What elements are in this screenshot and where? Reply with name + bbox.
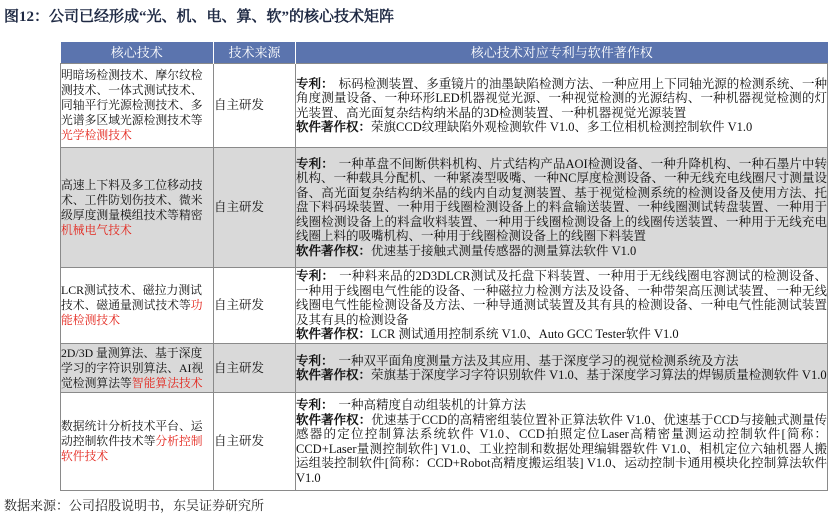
patent-list: 标码检测装置、多重镜片的油墨缺陷检测方法、一种应用上下同轴光源的检测系统、一种角度测量设备、一种环形LED机器视觉光源、一种视觉检测的光源结构、一种机器视觉检测的灯光装置、高光面复杂结构纳米晶的3D检测装置、一种机器视觉光源装置 [296,76,827,120]
core-tech-cell [61,148,214,268]
software-line [296,413,827,486]
tech-source-cell [214,268,296,344]
tech-source-cell [214,64,296,148]
core-tech-text: 2D/3D 量测算法、基于深度学习的字符识别算法、AI视觉检测算法等 [61,345,204,390]
header-patents-software: 核心技术对应专利与软件著作权 [296,42,828,64]
core-tech-matrix-table [60,42,828,491]
software-label: 软件著作权： [296,120,372,134]
patent-list: 一种高精度自动组装机的计算方法 [338,398,527,412]
patent-line [296,269,827,327]
tech-source-cell [214,344,296,393]
core-tech-category: 功能检测技术 [61,298,203,327]
tech-source-text: 自主研发 [214,298,265,312]
core-tech-category: 分析控制软件技术 [61,434,203,463]
patent-list: 一种革盘不间断供料机构、片式结构产品AOI检测设备、一种升降机构、一种石墨片中转机构、一种载具分配机、一种紧凑型吸嘴、一种NC厚度检测设备、一种无线充电线圈尺寸测量设备、高光面复杂结构纳米晶的线内自动复测装置、基于视觉检测系统的检测设备及使用方法、托盘下料码垛装置、一种用于线圈检测设备上的料盒输送装置、一种线圈测试转盘装置、一种用于线圈检测设备上的料盒收料装置、一种用于线圈检测设备上的线圈传送装置、一种用于无线充电线圈上料的吸嘴机构、一种用于线圈检测设备上的线圈下料装置 [296,156,827,244]
source-note: 数据来源：公司招股说明书，东吴证券研究所 [4,498,265,513]
software-label: 软件著作权： [296,368,372,382]
core-tech-cell [61,268,214,344]
software-line [296,327,827,342]
patent-label: 专利： [296,398,334,412]
patent-label: 专利： [296,76,334,91]
core-tech-cell [61,344,214,393]
patent-line [296,354,827,369]
tech-source-cell [214,148,296,268]
software-label: 软件著作权： [296,243,372,258]
core-tech-cell [61,393,214,491]
patent-list: 一种双平面角度测量方法及其应用、基于深度学习的视觉检测系统及方法 [338,353,739,368]
patent-line [296,398,827,413]
patent-list: 一种料来品的2D3DLCR测试及托盘下料装置、一种用于无线线圈电容测试的检测设备、一种用于线圈电气性能的设备、一种磁拉力检测方法及设备、一种带架高压测试装置、一种无线线圈电气性能检测设备及方法、一种导通测试装置及其有具的检测设备、一种电气性能测试装置及其有具的检测设备 [296,269,827,327]
tech-source-text: 自主研发 [214,200,265,214]
software-list: 荣旗CCD纹理缺陷外观检测软件 V1.0、多工位相机检测控制软件 V1.0 [371,120,753,134]
table-block [0,42,833,514]
patent-label: 专利： [296,156,334,171]
core-tech-cell [61,64,214,148]
header-row [61,42,828,64]
software-line [296,368,827,383]
table-row [61,268,828,344]
figure-title: 图12：公司已经形成“光、机、电、算、软”的核心技术矩阵 [4,9,395,25]
software-list: 优速基于CCD的高精密组装位置补正算法软件 V1.0、优速基于CCD与接触式测量传感器的定位控制算法系统软件 V1.0、CCD拍照定位Laser高精密量测运动控制软件[简称：CCD+Laser量测控制软件] V1.0、工业控制和数据处理编辑器软件 V1.0、相机定位六轴机器人搬运组装控制软件[简称：CCD+Robot高精度搬运组装] V1.0、运动控制卡通用模块化控制算法软件 V1.0 [296,412,827,485]
core-tech-text: LCR测试技术、磁拉力测试技术、磁通量测试技术等 [61,283,202,312]
patent-label: 专利： [296,353,334,368]
tech-source-text: 自主研发 [214,98,265,112]
tech-source-text: 自主研发 [214,360,265,375]
software-list: 优速基于接触式测量传感器的测量算法软件 V1.0 [371,243,637,258]
core-tech-text: 明暗场检测技术、摩尔纹检测技术、一体式测试技术、同轴平行光源检测技术、多光谱多区域光源检测技术等 [61,68,203,127]
header-tech-source: 技术来源 [214,42,296,64]
ip-cell [296,393,828,491]
ip-cell [296,344,828,393]
software-list: LCR 测试通用控制系统 V1.0、Auto GCC Tester软件 V1.0 [371,327,679,342]
table-row [61,344,828,393]
ip-cell [296,268,828,344]
software-line [296,244,827,259]
table-row [61,393,828,491]
table-header [61,42,828,64]
core-tech-text: 高速上下料及多工位移动技术、工件防划伤技术、微米级厚度测量模组技术等精密 [61,177,203,222]
table-row [61,64,828,148]
patent-label: 专利： [296,269,335,284]
header-core-tech: 核心技术 [61,42,214,64]
ip-cell [296,64,828,148]
table-row [61,148,828,268]
core-tech-category: 光学检测技术 [61,128,132,142]
tech-source-cell [214,393,296,491]
software-label: 软件著作权： [296,412,372,427]
ip-cell [296,148,828,268]
tech-source-text: 自主研发 [214,434,265,448]
software-line [296,120,827,135]
core-tech-category: 机械电气技术 [61,222,132,237]
patent-line [296,157,827,244]
table-body [61,64,828,491]
patent-line [296,77,827,121]
software-label: 软件著作权： [296,327,372,342]
software-list: 荣旗基于深度学习字符识别软件 V1.0、基于深度学习算法的焊锡质量检测软件 V1.0 [371,368,827,382]
core-tech-category: 智能算法技术 [131,375,203,390]
core-tech-text: 数据统计分析技术平台、运动控制软件技术等 [61,419,203,448]
